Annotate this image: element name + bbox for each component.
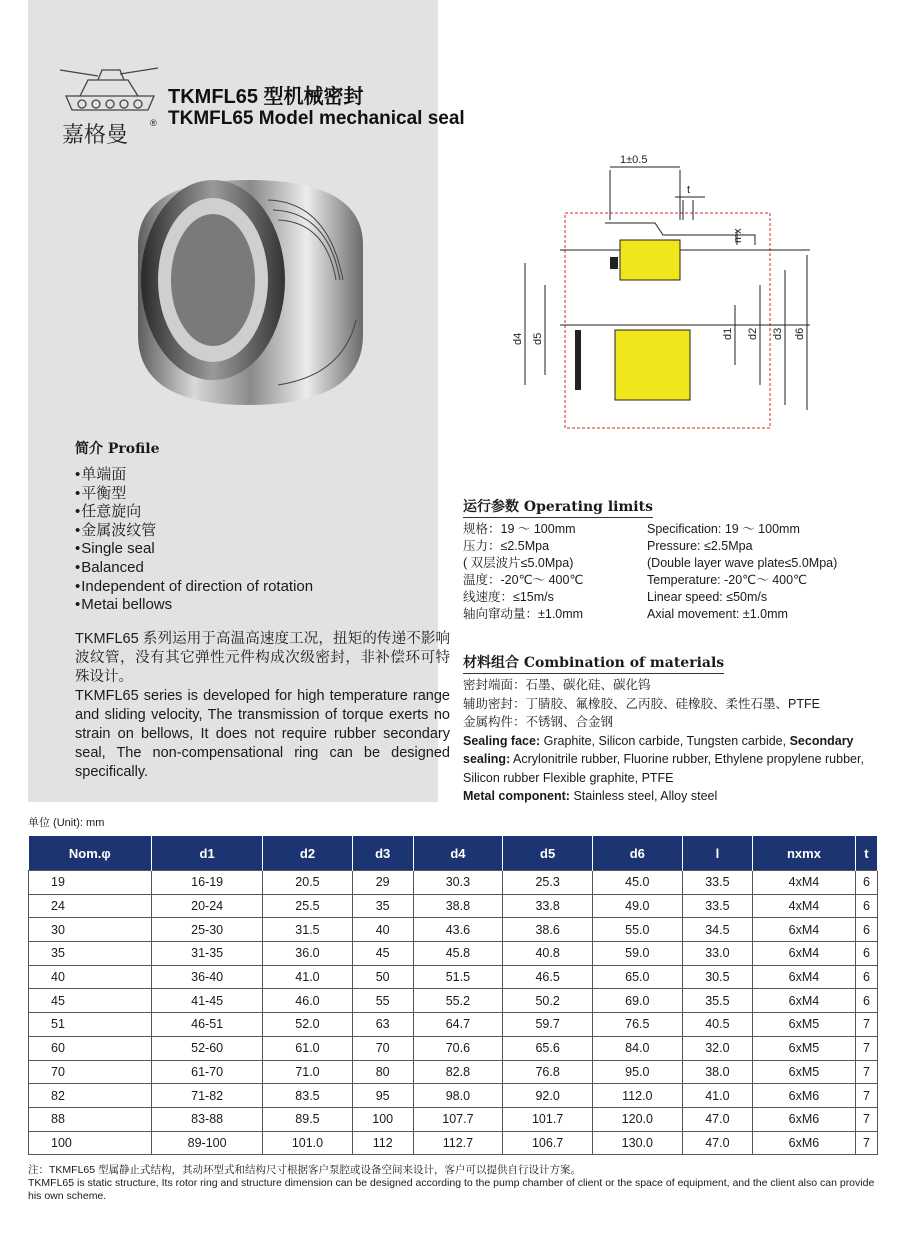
table-cell: 47.0 [682, 1107, 752, 1131]
table-cell: 71.0 [263, 1060, 353, 1084]
table-cell: 64.7 [413, 1013, 503, 1037]
metal-component-label: Metal component: [463, 789, 570, 803]
operating-limits-heading: 运行参数 Operating limits [463, 496, 653, 518]
table-cell: 71-82 [152, 1084, 263, 1108]
table-cell: 40.8 [503, 942, 593, 966]
table-cell: 6xM4 [753, 989, 856, 1013]
op-en: Axial movement: ±1.0mm [647, 607, 788, 621]
table-cell: 7 [855, 1084, 877, 1108]
table-cell: 80 [352, 1060, 413, 1084]
table-cell: 6xM4 [753, 965, 856, 989]
table-cell: 6 [855, 989, 877, 1013]
table-cell: 35 [29, 942, 152, 966]
table-cell: 33.5 [682, 894, 752, 918]
table-cell: 70 [352, 1036, 413, 1060]
op-row [463, 538, 883, 555]
brand-name: 嘉格曼 [62, 123, 129, 148]
table-cell: 38.8 [413, 894, 503, 918]
table-cell: 6 [855, 965, 877, 989]
table-cell: 35 [352, 894, 413, 918]
sealing-face-label: Sealing face: [463, 733, 541, 748]
table-cell: 30.3 [413, 871, 503, 895]
dim-label-d6: d6 [794, 327, 806, 340]
description [75, 630, 450, 782]
col-header: d3 [352, 836, 413, 871]
op-en: Pressure: ≤2.5Mpa [647, 539, 753, 553]
table-cell: 59.7 [503, 1013, 593, 1037]
profile-item: • 任意旋向 [75, 503, 313, 522]
table-cell: 6xM5 [753, 1013, 856, 1037]
op-cn: 规格：19 ～ 100mm [463, 522, 576, 536]
material-en-faces [463, 732, 883, 788]
table-body [29, 871, 878, 1155]
table-cell: 82.8 [413, 1060, 503, 1084]
table-cell: 101.7 [503, 1107, 593, 1131]
table-cell: 16-19 [152, 871, 263, 895]
col-header: nxmx [753, 836, 856, 871]
seal-cross-section-diagram [505, 145, 835, 445]
description-en: TKMFL65 series is developed for high temperature range and sliding velocity, The transmission of torque exerts no strain on bellows, It does not require rubber secondary seal, The non-compensational ring can be designed specifically. [75, 688, 450, 780]
table-cell: 130.0 [592, 1131, 682, 1155]
metal-component-text: Stainless steel, Alloy steel [573, 789, 718, 803]
table-cell: 34.5 [682, 918, 752, 942]
table-row [29, 1131, 878, 1155]
table-cell: 6xM6 [753, 1084, 856, 1108]
table-row [29, 989, 878, 1013]
table-cell: 7 [855, 1013, 877, 1037]
op-cn: 轴向窜动量：±1.0mm [463, 607, 584, 621]
table-cell: 82 [29, 1084, 152, 1108]
table-cell: 6xM6 [753, 1107, 856, 1131]
footnote-cn: 注：TKMFL65 型属静止式结构，其动环型式和结构尺寸根据客户泵腔或设备空间来设计，客户可以提供自行设计方案。 [28, 1164, 582, 1176]
table-cell: 33.5 [682, 871, 752, 895]
table-cell: 76.8 [503, 1060, 593, 1084]
profile-item: • Balanced [75, 559, 313, 578]
dim-label-d3: d3 [772, 327, 784, 340]
table-cell: 46.5 [503, 965, 593, 989]
table-cell: 55.0 [592, 918, 682, 942]
table-cell: 47.0 [682, 1131, 752, 1155]
table-cell: 61.0 [263, 1036, 353, 1060]
col-header: d2 [263, 836, 353, 871]
table-cell: 84.0 [592, 1036, 682, 1060]
table-cell: 107.7 [413, 1107, 503, 1131]
materials-heading: 材料组合 Combination of materials [463, 652, 724, 674]
table-cell: 46-51 [152, 1013, 263, 1037]
table-cell: 45 [29, 989, 152, 1013]
table-cell: 41.0 [682, 1084, 752, 1108]
table-cell: 41-45 [152, 989, 263, 1013]
table-cell: 4xM4 [753, 894, 856, 918]
profile-item: • Metai bellows [75, 596, 313, 615]
table-cell: 52-60 [152, 1036, 263, 1060]
product-photo [128, 160, 378, 420]
table-cell: 40.5 [682, 1013, 752, 1037]
profile-item: • 金属波纹管 [75, 522, 313, 541]
op-row [463, 555, 883, 572]
table-cell: 41.0 [263, 965, 353, 989]
col-header: Nom.φ [29, 836, 152, 871]
operating-limits [463, 521, 883, 623]
table-cell: 40 [352, 918, 413, 942]
footnote-en: TKMFL65 is static structure, Its rotor ring and structure dimension can be designed according to the pump chamber of client or the space of equipment, and the client also can provide his own scheme. [28, 1177, 875, 1202]
table-header-row [29, 836, 878, 871]
table-cell: 60 [29, 1036, 152, 1060]
table-cell: 95.0 [592, 1060, 682, 1084]
dim-label-mx: mx [732, 228, 744, 243]
table-cell: 83.5 [263, 1084, 353, 1108]
table-row [29, 918, 878, 942]
table-cell: 120.0 [592, 1107, 682, 1131]
table-cell: 100 [352, 1107, 413, 1131]
dim-label-top: 1±0.5 [620, 154, 648, 166]
table-cell: 55.2 [413, 989, 503, 1013]
table-cell: 19 [29, 871, 152, 895]
table-cell: 7 [855, 1060, 877, 1084]
table-row [29, 942, 878, 966]
table-cell: 65.6 [503, 1036, 593, 1060]
table-cell: 29 [352, 871, 413, 895]
sealing-face-text: Graphite, Silicon carbide, Tungsten carbide, [543, 733, 787, 748]
table-cell: 7 [855, 1036, 877, 1060]
table-cell: 112.7 [413, 1131, 503, 1155]
dim-label-d5: d5 [532, 332, 544, 345]
table-cell: 6 [855, 871, 877, 895]
table-cell: 25-30 [152, 918, 263, 942]
op-row [463, 572, 883, 589]
col-header: t [855, 836, 877, 871]
table-cell: 55 [352, 989, 413, 1013]
unit-label: 单位 (Unit): mm [28, 817, 105, 829]
table-cell: 38.0 [682, 1060, 752, 1084]
table-cell: 89.5 [263, 1107, 353, 1131]
brand-logo [58, 58, 163, 148]
table-cell: 6xM5 [753, 1036, 856, 1060]
table-cell: 50.2 [503, 989, 593, 1013]
table-cell: 32.0 [682, 1036, 752, 1060]
table-cell: 36.0 [263, 942, 353, 966]
table-cell: 4xM4 [753, 871, 856, 895]
table-cell: 51 [29, 1013, 152, 1037]
table-cell: 36-40 [152, 965, 263, 989]
dim-label-t: t [687, 184, 691, 196]
material-cn-line: 辅助密封：丁腈胶、氟橡胶、乙丙胶、硅橡胶、柔性石墨、PTFE [463, 696, 820, 711]
spec-table [28, 836, 878, 1155]
table-cell: 59.0 [592, 942, 682, 966]
table-cell: 76.5 [592, 1013, 682, 1037]
op-en: Specification: 19 ～ 100mm [647, 522, 800, 536]
table-cell: 45.0 [592, 871, 682, 895]
table-cell: 92.0 [503, 1084, 593, 1108]
table-row [29, 1036, 878, 1060]
table-cell: 7 [855, 1107, 877, 1131]
op-en: (Double layer wave plate≤5.0Mpa) [647, 556, 838, 570]
table-cell: 35.5 [682, 989, 752, 1013]
op-cn: 线速度：≤15m/s [463, 590, 554, 604]
table-cell: 98.0 [413, 1084, 503, 1108]
table-cell: 25.3 [503, 871, 593, 895]
table-cell: 100 [29, 1131, 152, 1155]
table-cell: 33.8 [503, 894, 593, 918]
table-cell: 6 [855, 942, 877, 966]
table-cell: 31.5 [263, 918, 353, 942]
table-cell: 50 [352, 965, 413, 989]
table-row [29, 1107, 878, 1131]
table-cell: 6xM4 [753, 918, 856, 942]
table-cell: 24 [29, 894, 152, 918]
op-en: Temperature: -20℃～ 400℃ [647, 573, 808, 587]
table-cell: 46.0 [263, 989, 353, 1013]
table-row [29, 894, 878, 918]
dim-label-d4: d4 [512, 332, 524, 345]
op-en: Linear speed: ≤50m/s [647, 590, 768, 604]
table-cell: 112.0 [592, 1084, 682, 1108]
table-cell: 112 [352, 1131, 413, 1155]
table-cell: 65.0 [592, 965, 682, 989]
col-header: d4 [413, 836, 503, 871]
table-cell: 43.6 [413, 918, 503, 942]
table-cell: 20-24 [152, 894, 263, 918]
op-cn: ( 双层波片≤5.0Mpa) [463, 556, 574, 570]
table-row [29, 965, 878, 989]
table-row [29, 871, 878, 895]
op-cn: 温度：-20℃～ 400℃ [463, 573, 584, 587]
table-cell: 7 [855, 1131, 877, 1155]
material-cn-line: 金属构件：不锈钢、合金钢 [463, 715, 614, 729]
description-cn: TKMFL65 系列运用于高温高速度工况，扭矩的传递不影响波纹管，没有其它弹性元件构成次级密封，非补偿环可特殊设计。 [75, 631, 450, 685]
op-row [463, 589, 883, 606]
dim-label-d1: d1 [722, 327, 734, 340]
tank-logo-icon [58, 58, 163, 120]
table-cell: 6xM5 [753, 1060, 856, 1084]
material-cn-line: 密封端面：石墨、碳化硅、碳化钨 [463, 678, 651, 692]
profile-item: • 单端面 [75, 466, 313, 485]
table-cell: 61-70 [152, 1060, 263, 1084]
material-en-metal [463, 787, 883, 806]
table-cell: 70.6 [413, 1036, 503, 1060]
table-row [29, 1060, 878, 1084]
op-cn: 压力：≤2.5Mpa [463, 539, 550, 553]
table-cell: 88 [29, 1107, 152, 1131]
table-cell: 69.0 [592, 989, 682, 1013]
table-cell: 6 [855, 918, 877, 942]
table-cell: 63 [352, 1013, 413, 1037]
table-cell: 30.5 [682, 965, 752, 989]
table-cell: 6 [855, 894, 877, 918]
table-cell: 45 [352, 942, 413, 966]
op-row [463, 521, 883, 538]
table-cell: 31-35 [152, 942, 263, 966]
table-cell: 38.6 [503, 918, 593, 942]
profile-item: • Independent of direction of rotation [75, 578, 313, 597]
table-cell: 6xM6 [753, 1131, 856, 1155]
left-panel [28, 0, 465, 802]
title-en: TKMFL65 Model mechanical seal [168, 108, 465, 129]
secondary-sealing-label: Secondary sealing: [463, 733, 854, 766]
title-cn: TKMFL65 型机械密封 [168, 86, 364, 108]
table-cell: 70 [29, 1060, 152, 1084]
table-cell: 83-88 [152, 1107, 263, 1131]
table-cell: 30 [29, 918, 152, 942]
col-header: l [682, 836, 752, 871]
col-header: d1 [152, 836, 263, 871]
table-cell: 33.0 [682, 942, 752, 966]
materials [463, 676, 883, 806]
table-cell: 89-100 [152, 1131, 263, 1155]
profile-list [75, 466, 313, 615]
table-cell: 95 [352, 1084, 413, 1108]
table-cell: 6xM4 [753, 942, 856, 966]
col-header: d5 [503, 836, 593, 871]
table-cell: 25.5 [263, 894, 353, 918]
table-cell: 49.0 [592, 894, 682, 918]
table-row [29, 1084, 878, 1108]
dim-label-d2: d2 [747, 327, 759, 340]
secondary-sealing-text: Acrylonitrile rubber, Fluorine rubber, Ethylene propylene rubber, Silicon rubber Flexible graphite, PTFE [463, 752, 864, 785]
profile-item: • Single seal [75, 540, 313, 559]
op-row [463, 606, 883, 623]
table-cell: 20.5 [263, 871, 353, 895]
col-header: d6 [592, 836, 682, 871]
profile-item: • 平衡型 [75, 485, 313, 504]
table-cell: 51.5 [413, 965, 503, 989]
table-cell: 40 [29, 965, 152, 989]
table-cell: 45.8 [413, 942, 503, 966]
table-cell: 52.0 [263, 1013, 353, 1037]
table-cell: 101.0 [263, 1131, 353, 1155]
table-row [29, 1013, 878, 1037]
table-cell: 106.7 [503, 1131, 593, 1155]
registered-mark: ® [150, 118, 157, 128]
profile-heading: 简介 Profile [75, 441, 160, 457]
footnote [28, 1164, 878, 1203]
